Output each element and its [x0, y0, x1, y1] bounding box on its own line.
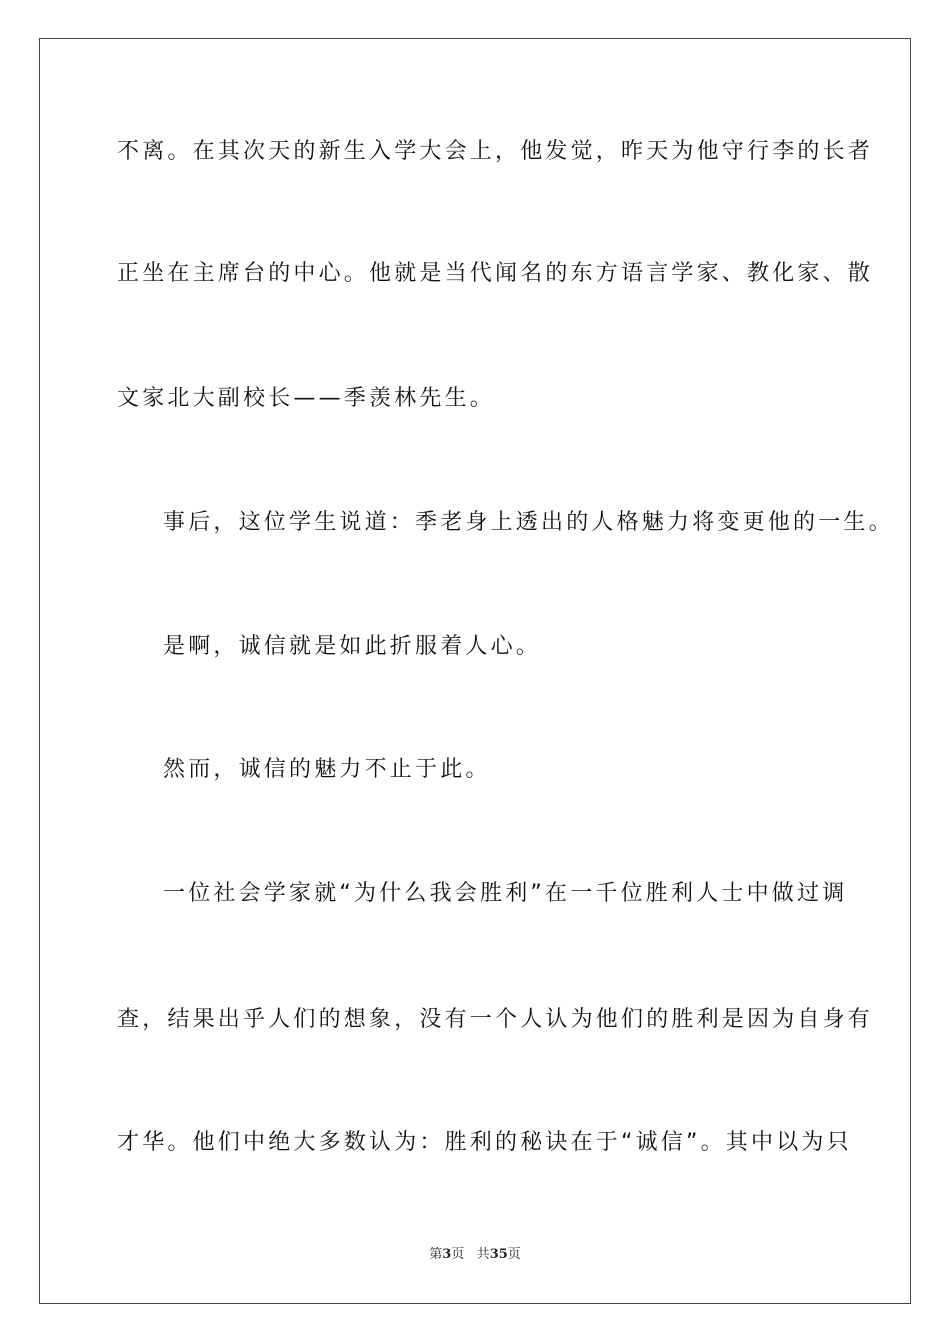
- page-number: 3: [442, 1247, 452, 1262]
- page-footer: [0, 1246, 950, 1264]
- text-line-9: 才华。他们中绝大多数认为：胜利的秘诀在于“诚信”。其中以为只: [117, 1130, 852, 1155]
- text-line-3: 文家北大副校长——季羡林先生。: [117, 386, 496, 411]
- text-line-4: 事后，这位学生说道：季老身上透出的人格魅力将变更他的一生。: [163, 510, 894, 535]
- text-line-5: 是啊，诚信就是如此折服着人心。: [163, 634, 542, 659]
- text-line-2: 正坐在主席台的中心。他就是当代闻名的东方语言学家、教化家、散: [117, 261, 874, 286]
- text-line-7: 一位社会学家就“为什么我会胜利”在一千位胜利人士中做过调: [163, 881, 848, 906]
- total-suffix: 页: [507, 1247, 521, 1262]
- text-line-8: 查，结果出乎人们的想象，没有一个人认为他们的胜利是因为自身有: [117, 1007, 874, 1032]
- page-suffix: 页: [451, 1247, 465, 1262]
- text-line-1: 不离。在其次天的新生入学大会上，他发觉，昨天为他守行李的长者: [117, 139, 874, 164]
- page-prefix: 第: [429, 1247, 443, 1262]
- text-line-6: 然而，诚信的魅力不止于此。: [163, 757, 491, 782]
- total-prefix: 共: [476, 1247, 490, 1262]
- total-pages: 35: [489, 1247, 508, 1262]
- page-border: [39, 38, 911, 1304]
